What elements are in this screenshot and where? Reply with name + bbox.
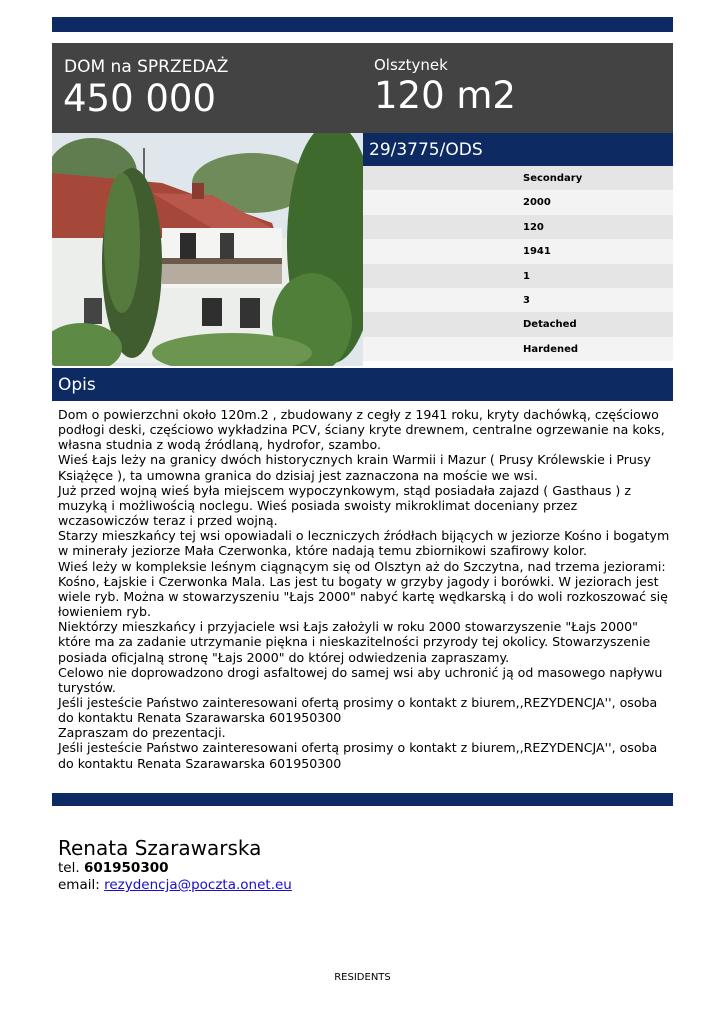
param-row [363,239,673,263]
description-paragraph: Już przed wojną wieś była miejscem wypoczynkowym, stąd posiadała zajazd ( Gasthaus ) z muzyką i możliwością noclegu. Wieś posiada swoisty mikroklimat doceniany przez wczasowiczów teraz i przed wojną. [58,482,631,529]
email-link[interactable]: rezydencja@poczta.onet.eu [104,877,292,893]
description-paragraph: Jeśli jesteście Państwo zainteresowani ofertą prosimy o kontakt z biurem,,REZYDENCJA'', osoba do kontaktu Renata Szarawarska 601950300 [58,740,658,771]
listing-area: 120 m2 [374,74,516,117]
description-paragraph: Jeśli jesteście Państwo zainteresowani ofertą prosimy o kontakt z biurem,,REZYDENCJA'', osoba do kontaktu Renata Szarawarska 601950300 [58,694,658,726]
description-header-bar [52,368,673,401]
top-divider-bar [52,17,673,32]
param-value: 3 [523,294,530,306]
reference-number: 29/3775/ODS [369,140,483,160]
param-value: Hardened [523,343,579,355]
param-row [363,337,673,361]
param-value: Secondary [523,173,583,184]
footer-brand: RESIDENTS [334,972,391,983]
bottom-divider-bar [52,793,673,806]
listing-city: Olsztynek [374,56,448,74]
param-row [363,288,673,312]
param-row [363,215,673,239]
listing-type-label: DOM na SPRZEDAŻ [64,57,229,77]
param-value: 2000 [523,197,551,209]
phone-number: 601950300 [83,860,169,876]
description-paragraph: Wieś leży w kompleksie leśnym ciągnącym się od Olsztyn aż do Szczytna, nad trzema jeziorami: Kośno, Łajskie i Czerwonka Mala. Las jest tu bogaty w grzyby jagody i borówki. W jeziorach jest wiele ryb. Można w stowarzyszeniu "Łajs 2000" nabyć kartę wędkarską i do woli rozkoszować się łowieniem ryb. [58,558,668,620]
description-title: Opis [58,375,96,395]
param-row [363,264,673,288]
property-photo [52,133,363,366]
description-paragraph: Dom o powierzchni około 120m.2 , zbudowany z cegły z 1941 roku, kryty dachówką, częściowo podłogi deski, częściowo wykładzina PCV, ściany kryte drewnem, centralne ogrzewanie na koks, własna studnia z wodą źródlaną, hydrofor, szambo. [58,407,665,453]
param-row [363,312,673,336]
parameters-table [363,166,673,361]
param-value: 1 [523,270,530,282]
param-value: Detached [523,319,577,331]
listing-price: 450 000 [63,77,217,120]
email-label: email: [58,877,100,893]
agent-phone [58,860,169,876]
description-paragraph: Wieś Łajs leży na granicy dwóch historycznych krain Warmii i Mazur ( Prusy Królewskie i Prusy Książęce ), ta umowna granica do dzisiaj jest zaznaczona na moście we wsi. [58,452,651,483]
phone-label: tel. [58,860,80,876]
description-text [58,407,670,771]
description-paragraph: Starzy mieszkańcy tej wsi opowiadali o leczniczych źródłach bijących w jeziorze Kośno i bogatym w minerały jeziorze Mała Czerwonka, które nadają temu zbiornikowi szafirowy kolor. [58,528,670,559]
description-paragraph: Niektórzy mieszkańcy i przyjaciele wsi Łajs założyli w roku 2000 stowarzyszenie "Łajs 2000" które ma za zadanie utrzymanie piękna i nieskazitelności przyrody tej okolicy. Stowarzyszenie posiada oficjalną stronę "Łajs 2000" do której odwiedzenia zapraszamy. [58,619,651,665]
description-paragraph: Zapraszam do prezentacji. [58,725,226,741]
reference-number-bar [363,133,673,166]
listing-header [52,43,673,133]
param-value: 1941 [523,246,551,258]
agent-name: Renata Szarawarska [58,836,262,860]
param-row [363,166,673,190]
agent-email [58,877,292,893]
param-row [363,190,673,214]
description-paragraph: Celowo nie doprowadzono drogi asfaltowej do samej wsi aby uchronić ją od masowego napływu turystów. [58,664,663,695]
param-value: 120 [523,221,544,233]
